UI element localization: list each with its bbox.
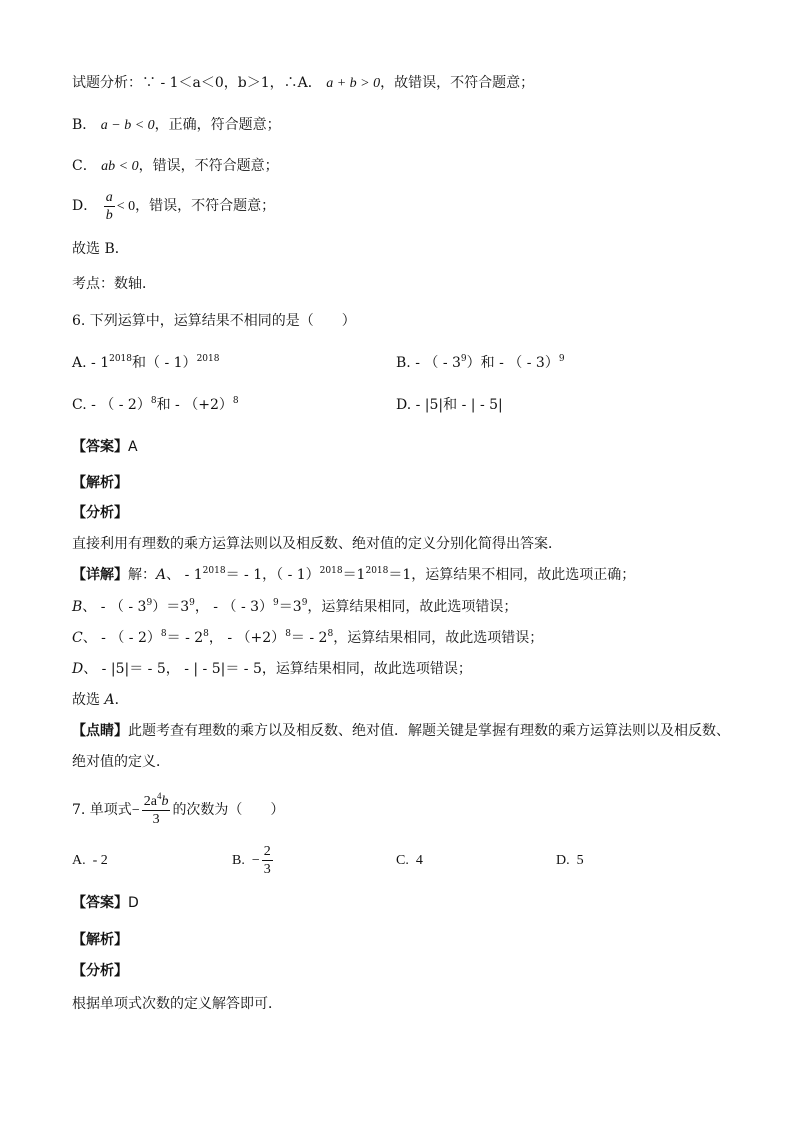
fraction-denominator: b bbox=[105, 207, 113, 223]
exponent: 8 bbox=[150, 396, 157, 406]
exponent: 2018 bbox=[109, 354, 133, 364]
option-d-verdict: ，错误，不符合题意； bbox=[135, 198, 276, 214]
exponent: 2018 bbox=[319, 566, 343, 576]
q5-option-c-line bbox=[72, 157, 279, 176]
exponent: 8 bbox=[285, 629, 291, 639]
option-letter: C. bbox=[396, 853, 409, 868]
option-value: 4 bbox=[415, 853, 423, 868]
minus-sign: − bbox=[251, 853, 260, 868]
q7-answer bbox=[72, 894, 139, 912]
exponent: 9 bbox=[189, 598, 195, 608]
exponent: 8 bbox=[232, 396, 239, 406]
exponent: 9 bbox=[301, 598, 308, 608]
q7-jiexi-tag: 【解析】 bbox=[72, 932, 128, 948]
answer-tag: 【答案】 bbox=[72, 439, 128, 455]
answer-tag: 【答案】 bbox=[72, 895, 128, 911]
fraction-denominator: 3 bbox=[152, 811, 160, 827]
q6-dianjing-line1 bbox=[72, 722, 730, 740]
detail-text: ， - （+2） bbox=[208, 630, 286, 646]
exponent: 4 bbox=[156, 790, 162, 801]
q7-option-b bbox=[232, 842, 275, 880]
option-letter: A. bbox=[72, 853, 86, 868]
q6-option-b bbox=[396, 354, 565, 372]
q6-option-a bbox=[72, 354, 219, 372]
option-b-fraction bbox=[262, 843, 273, 878]
detail-text: 、 - （ - 3 bbox=[82, 599, 147, 615]
stem-text: 7. 单项式 bbox=[72, 802, 132, 818]
option-letter: B. bbox=[232, 853, 245, 868]
exponent: 8 bbox=[203, 629, 209, 639]
exponent: 8 bbox=[160, 629, 167, 639]
q7-stem bbox=[72, 789, 284, 832]
choose-text: 故选 bbox=[72, 692, 105, 708]
q7-option-a bbox=[72, 852, 108, 870]
fraction-relation: < 0 bbox=[116, 199, 136, 214]
condition-text: ∵ - 1＜a＜0，b＞1，∴A． bbox=[142, 75, 322, 91]
option-text: C. - （ - 2） bbox=[72, 397, 151, 413]
option-c-verdict: ，错误，不符合题意； bbox=[138, 158, 279, 174]
answer-value: D bbox=[128, 895, 139, 911]
detail-text: ，运算结果相同，故此选项错误； bbox=[333, 630, 544, 646]
q6-stem: 6. 下列运算中，运算结果不相同的是（ ） bbox=[72, 313, 356, 329]
detail-tag: 【详解】 bbox=[72, 567, 128, 583]
option-a-verdict: ，故错误，不符合题意； bbox=[380, 75, 535, 91]
exponent: 8 bbox=[327, 629, 334, 639]
fraction-numerator: 2 bbox=[263, 844, 271, 860]
choose-text: ． bbox=[114, 692, 129, 708]
q6-option-c bbox=[72, 396, 239, 414]
exponent: 9 bbox=[558, 354, 565, 364]
q6-detail-c bbox=[72, 629, 543, 647]
q6-detail-b bbox=[72, 598, 517, 616]
exponent: 2018 bbox=[365, 566, 389, 576]
analysis-label: 试题分析： bbox=[72, 75, 142, 91]
detail-text: ）＝3 bbox=[152, 599, 190, 615]
numerator-part: 2a bbox=[143, 793, 157, 809]
detail-text: ，运算结果相同，故此选项错误； bbox=[307, 599, 518, 615]
q7-fenxi-text: 根据单项式次数的定义解答即可． bbox=[72, 996, 282, 1012]
q6-option-d bbox=[396, 396, 503, 414]
detail-text: 、 - （ - 2） bbox=[82, 630, 161, 646]
option-text: 和 - （+2） bbox=[156, 397, 233, 413]
exponent: 2018 bbox=[202, 566, 226, 576]
q6-dianjing-line2: 绝对值的定义． bbox=[72, 754, 170, 770]
option-letter: B． bbox=[72, 117, 97, 133]
option-text: A. - 1 bbox=[72, 355, 110, 371]
detail-letter: D bbox=[72, 661, 84, 677]
fraction-a-over-b bbox=[104, 189, 115, 224]
q7-option-d bbox=[556, 852, 584, 870]
option-text: D. - |5|和 - | - 5| bbox=[396, 397, 503, 413]
option-letter: D． bbox=[72, 198, 98, 214]
exponent: 2018 bbox=[196, 354, 220, 364]
exponent: 9 bbox=[460, 354, 467, 364]
detail-text: ＝ - 2 bbox=[166, 630, 204, 646]
choose-letter: A bbox=[104, 692, 115, 708]
option-c-expression: ab < 0 bbox=[101, 159, 139, 174]
detail-text: ＝1 bbox=[342, 567, 366, 583]
detail-text: 、 - |5|＝ - 5， - | - 5|＝ - 5，运算结果相同，故此选项错误； bbox=[83, 661, 472, 677]
detail-text: ＝1，运算结果不相同，故此选项正确； bbox=[388, 567, 636, 583]
option-text: B. - （ - 3 bbox=[396, 355, 461, 371]
stem-text: 的次数为（ ） bbox=[172, 802, 285, 818]
q5-option-d-line bbox=[72, 188, 275, 225]
q7-fenxi-tag: 【分析】 bbox=[72, 963, 128, 979]
q6-detail-a bbox=[72, 566, 635, 584]
detail-text: 、 - 1 bbox=[166, 567, 203, 583]
dianjing-text: 此题考查有理数的乘方以及相反数、绝对值．解题关键是掌握有理数的乘方运算法则以及相反数、 bbox=[128, 723, 730, 739]
detail-text: ＝3 bbox=[278, 599, 302, 615]
option-b-verdict: ，正确，符合题意； bbox=[154, 117, 281, 133]
q7-option-c bbox=[396, 852, 423, 870]
fraction-numerator: a bbox=[105, 189, 113, 205]
q6-choose bbox=[72, 691, 129, 709]
exponent: 9 bbox=[273, 598, 279, 608]
q6-fenxi-text: 直接利用有理数的乘方运算法则以及相反数、绝对值的定义分别化简得出答案． bbox=[72, 536, 562, 552]
q6-jiexi-tag: 【解析】 bbox=[72, 475, 128, 491]
detail-text: ＝ - 1，（ - 1） bbox=[225, 567, 320, 583]
q5-option-b-line bbox=[72, 116, 281, 135]
q5-choose: 故选 B． bbox=[72, 241, 129, 257]
detail-letter: C bbox=[72, 630, 83, 646]
detail-letter: A bbox=[156, 567, 167, 583]
option-value: - 2 bbox=[92, 853, 108, 868]
option-letter: C． bbox=[72, 158, 97, 174]
detail-letter: B bbox=[72, 599, 83, 615]
monomial-fraction bbox=[142, 790, 171, 828]
option-value: 5 bbox=[576, 853, 584, 868]
q5-analysis-line bbox=[72, 74, 534, 93]
option-a-expression: a + b > 0 bbox=[326, 76, 381, 91]
fraction-denominator: 3 bbox=[263, 862, 271, 878]
q6-answer bbox=[72, 438, 138, 456]
option-letter: D. bbox=[556, 853, 570, 868]
exponent: 9 bbox=[146, 598, 153, 608]
q6-detail-d bbox=[72, 660, 472, 678]
option-text: ）和 - （ - 3） bbox=[466, 355, 559, 371]
q6-fenxi-tag: 【分析】 bbox=[72, 505, 128, 521]
q5-knowledge-point: 考点：数轴． bbox=[72, 276, 156, 292]
detail-text: ， - （ - 3） bbox=[194, 599, 274, 615]
numerator-part: b bbox=[161, 793, 169, 809]
option-text: 和（ - 1） bbox=[132, 355, 197, 371]
dianjing-tag: 【点睛】 bbox=[72, 723, 128, 739]
detail-text: 解： bbox=[128, 567, 156, 583]
detail-text: ＝ - 2 bbox=[290, 630, 328, 646]
minus-sign: − bbox=[131, 803, 140, 818]
option-b-expression: a − b < 0 bbox=[100, 118, 155, 133]
answer-value: A bbox=[128, 439, 138, 455]
